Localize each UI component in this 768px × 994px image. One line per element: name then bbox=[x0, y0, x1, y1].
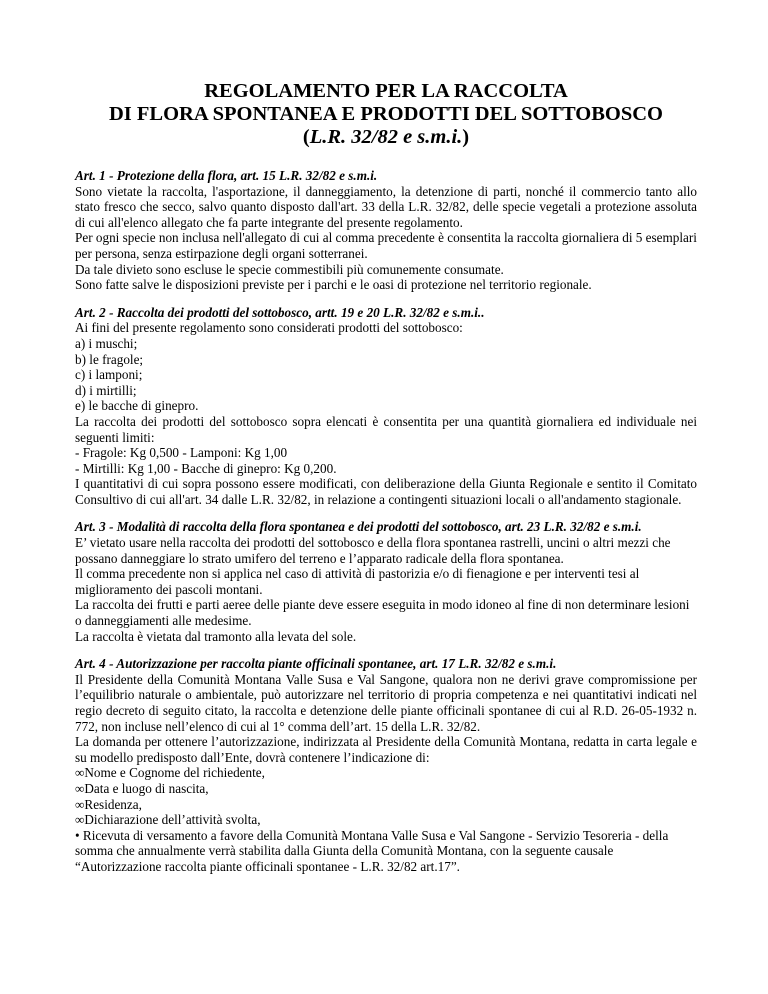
list-item bbox=[75, 828, 697, 875]
bullet-text: Dichiarazione dell’attività svolta, bbox=[84, 812, 261, 828]
article-2 bbox=[75, 305, 697, 508]
bullet-mark: ∞ bbox=[75, 796, 85, 812]
bullet-mark: ∞ bbox=[75, 812, 85, 828]
article-3-paragraph-2: Il comma precedente non si applica nel caso di attività di pastorizia e/o di fienagione e per interventi tesi al miglioramento dei pascoli montani. bbox=[75, 566, 640, 597]
list-item: c) i lamponi; bbox=[75, 367, 143, 383]
bullet-mark: ∞ bbox=[75, 765, 85, 781]
bullet-text: Residenza, bbox=[84, 796, 142, 812]
article-3-paragraph-3: La raccolta dei frutti e parti aeree delle piante deve essere eseguita in modo idoneo al fine di non determinare lesioni o danneggiamenti alle medesime. bbox=[75, 597, 690, 629]
article-2-paragraph-2: I quantitativi di cui sopra possono essere modificati, con deliberazione della Giunta Regionale e sentito il Comitato Consultivo di cui all'art. 34 dalle L.R. 32/82, in relazione a contingenti situazioni locali o all'andamento stagionale. bbox=[75, 476, 697, 507]
list-item: e) le bacche di ginepro. bbox=[75, 398, 199, 414]
article-2-paragraph-1: La raccolta dei prodotti del sottobosco sopra elencati è consentita per una quantità giornaliera ed individuale nei seguenti limiti: bbox=[75, 413, 697, 445]
article-2-limit-1: - Fragole: Kg 0,500 - Lamponi: Kg 1,00 bbox=[75, 445, 288, 461]
list-item bbox=[75, 812, 697, 828]
article-2-heading: Art. 2 - Raccolta dei prodotti del sottobosco, artt. 19 e 20 L.R. 32/82 e s.m.i.. bbox=[75, 304, 485, 320]
article-4-paragraph-1: Il Presidente della Comunità Montana Valle Susa e Val Sangone, qualora non ne derivi grave compromissione per l’equilibrio naturale o ambientale, può autorizzare nel territorio di propria competenza e nei quantitativi indicati nel regio decreto di seguito citato, la raccolta e detenzione delle piante officinali spontanee di cui al R.D. 26-05-1932 n. 772, non incluse nell’elenco di cui al 1° comma dell’art. 15 della L.R. 32/82. bbox=[75, 671, 697, 734]
article-1-paragraph-3: Da tale divieto sono escluse le specie commestibili più comunemente consumate. bbox=[75, 261, 504, 277]
title-line-3-open: ( bbox=[302, 126, 310, 148]
article-2-limit-2: - Mirtilli: Kg 1,00 - Bacche di ginepro: Kg 0,200. bbox=[75, 460, 337, 476]
article-3-paragraph-1: E’ vietato usare nella raccolta dei prodotti del sottobosco e della flora spontanea rastrelli, uncini o altri mezzi che possano danneggiare lo strato umifero del terreno e l’apparato radicale della flora spontanea. bbox=[75, 535, 671, 566]
bullet-mark: ∞ bbox=[75, 780, 85, 796]
article-1-paragraph-2: Per ogni specie non inclusa nell'allegato di cui al comma precedente è consentita la raccolta giornaliera di 5 esemplari per persona, senza estirpazione degli organi sotterranei. bbox=[75, 230, 697, 261]
title-line-2: DI FLORA SPONTANEA E PRODOTTI DEL SOTTOBOSCO bbox=[108, 103, 663, 125]
list-item bbox=[75, 781, 697, 797]
title-line-1: REGOLAMENTO PER LA RACCOLTA bbox=[204, 80, 568, 102]
list-item bbox=[75, 797, 697, 813]
list-item: b) le fragole; bbox=[75, 351, 144, 367]
article-1-heading: Art. 1 - Protezione della flora, art. 15 L.R. 32/82 e s.m.i. bbox=[75, 168, 378, 183]
title-law-reference: L.R. 32/82 e s.m.i. bbox=[309, 126, 463, 148]
document-title bbox=[75, 80, 697, 149]
list-item bbox=[75, 765, 697, 781]
bullet-text: Nome e Cognome del richiedente, bbox=[84, 765, 265, 781]
document-page bbox=[75, 80, 697, 875]
article-1-paragraph-4: Sono fatte salve le disposizioni previste per i parchi e le oasi di protezione nel territorio regionale. bbox=[75, 277, 592, 293]
article-3 bbox=[75, 519, 697, 644]
article-1-paragraph-1: Sono vietate la raccolta, l'asportazione, il danneggiamento, la detenzione di parti, nonché il commercio tanto allo stato fresco che secco, salvo quanto disposto dall'art. 33 della L.R. 32/82, delle specie vegetali a protezione assoluta di cui all'elenco allegato che fa parte integrante del presente regolamento. bbox=[75, 183, 697, 230]
list-item: a) i muschi; bbox=[75, 335, 138, 351]
bullet-dot: • bbox=[75, 827, 80, 843]
article-4 bbox=[75, 656, 697, 874]
list-item: d) i mirtilli; bbox=[75, 382, 137, 398]
article-4-heading: Art. 4 - Autorizzazione per raccolta piante officinali spontanee, art. 17 L.R. 32/82 e s.m.i. bbox=[75, 656, 557, 672]
article-2-intro: Ai fini del presente regolamento sono considerati prodotti del sottobosco: bbox=[75, 320, 463, 336]
title-line-3-close: ) bbox=[462, 126, 470, 148]
article-3-paragraph-4: La raccolta è vietata dal tramonto alla levata del sole. bbox=[75, 628, 357, 644]
bullet-text: Ricevuta di versamento a favore della Comunità Montana Valle Susa e Val Sangone - Servizio Tesoreria - della somma che annualmente verrà stabilita dalla Giunta della Comunità Montana, con la seguente causale “Autorizzazione raccolta piante officinali spontanee - L.R. 32/82 art.17”. bbox=[75, 827, 669, 874]
bullet-text: Data e luogo di nascita, bbox=[84, 780, 209, 796]
article-3-heading: Art. 3 - Modalità di raccolta della flora spontanea e dei prodotti del sottobosco, art. 23 L.R. 32/82 e s.m.i. bbox=[75, 519, 642, 535]
article-1 bbox=[75, 168, 697, 293]
article-4-paragraph-2: La domanda per ottenere l’autorizzazione, indirizzata al Presidente della Comunità Montana, redatta in carta legale e su modello predisposto dall’Ente, dovrà contenere l’indicazione di: bbox=[75, 734, 697, 765]
